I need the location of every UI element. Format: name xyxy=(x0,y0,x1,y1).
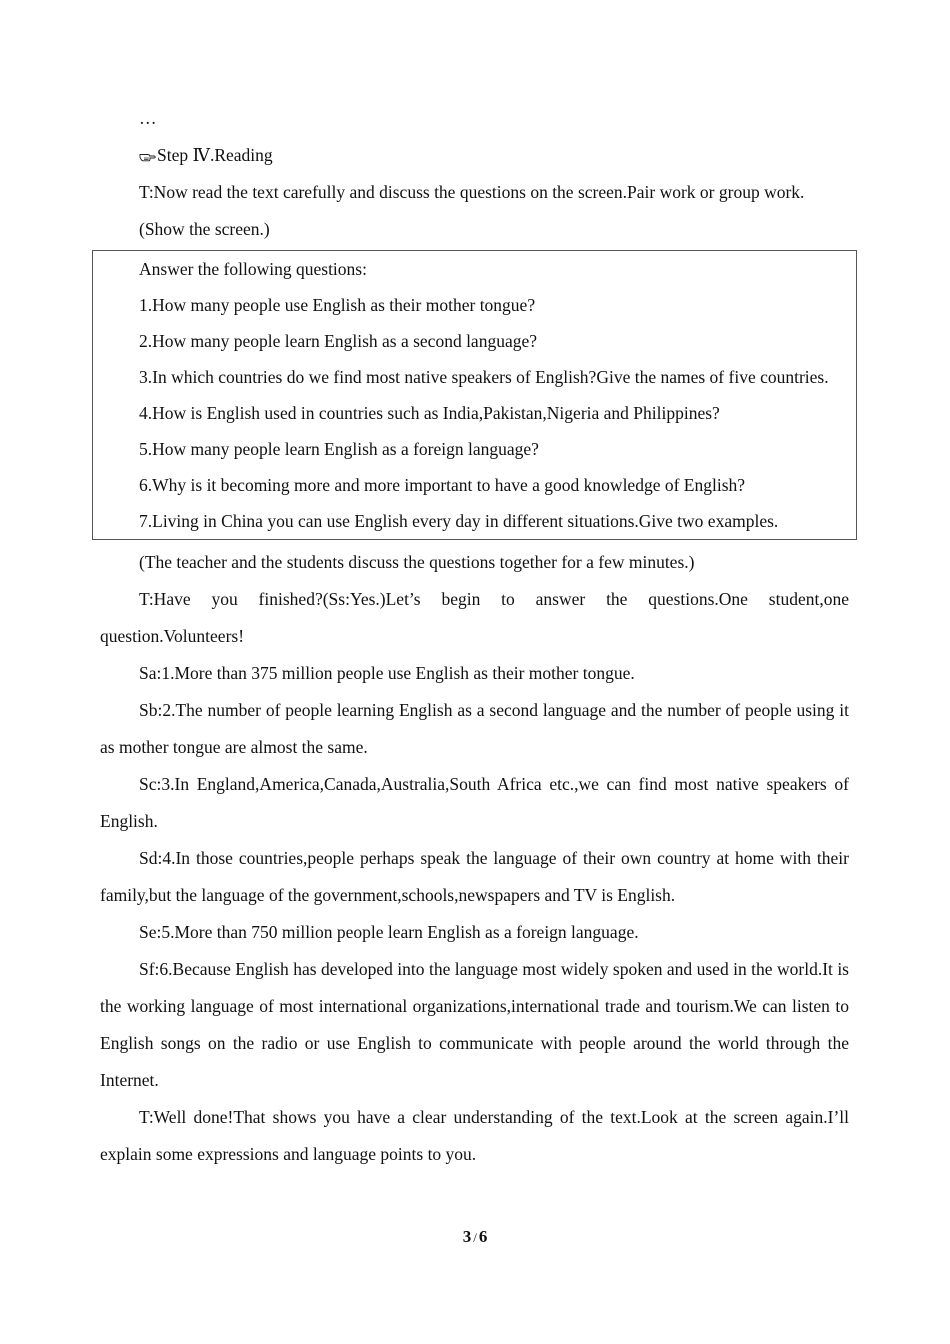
page-number xyxy=(0,1225,950,1250)
dialogue-line: Sa:1.More than 375 million people use English as their mother tongue. xyxy=(139,663,635,683)
question-item: 2.How many people learn English as a second language? xyxy=(139,331,537,351)
questions-heading: Answer the following questions: xyxy=(139,259,367,279)
current-page-number: 3 xyxy=(462,1227,472,1246)
ellipsis-line: … xyxy=(139,108,157,128)
question-item: 6.Why is it becoming more and more important to have a good knowledge of English? xyxy=(139,475,746,495)
pointing-hand-icon xyxy=(139,137,157,174)
dialogue-line: Se:5.More than 750 million people learn English as a foreign language. xyxy=(139,922,639,942)
question-item: 3.In which countries do we find most native speakers of English?Give the names of five countries. xyxy=(139,367,829,387)
page-separator: / xyxy=(473,1230,477,1245)
question-item: 5.How many people learn English as a foreign language? xyxy=(139,439,539,459)
questions-box xyxy=(92,250,857,540)
question-item: 4.How is English used in countries such as India,Pakistan,Nigeria and Philippines? xyxy=(139,403,720,423)
dialogue-line: Sc:3.In England,America,Canada,Australia,South Africa etc.,we can find most native speakers of English. xyxy=(100,774,849,831)
show-screen-note: (Show the screen.) xyxy=(139,219,270,239)
dialogue-line: T:Well done!That shows you have a clear understanding of the text.Look at the screen again.I’ll explain some expressions and language points to you. xyxy=(100,1107,849,1164)
question-item: 1.How many people use English as their mother tongue? xyxy=(139,295,536,315)
step-heading-text: Step Ⅳ.Reading xyxy=(157,145,273,165)
question-item: 7.Living in China you can use English every day in different situations.Give two examples. xyxy=(139,511,779,531)
dialogue-line: Sb:2.The number of people learning English as a second language and the number of people using it as mother tongue are almost the same. xyxy=(100,700,849,757)
dialogue-line: T:Have you finished?(Ss:Yes.)Let’s begin to answer the questions.One student,one question.Volunteers! xyxy=(100,589,849,646)
total-pages-number: 6 xyxy=(478,1227,488,1246)
dialogue-line: Sf:6.Because English has developed into the language most widely spoken and used in the world.It is the working language of most international organizations,international trade and tourism.We can listen to English songs on the radio or use English to communicate with people around the world through the Internet. xyxy=(100,959,849,1090)
document-body xyxy=(100,100,849,1173)
discussion-note: (The teacher and the students discuss the questions together for a few minutes.) xyxy=(139,552,695,572)
dialogue-line: Sd:4.In those countries,people perhaps speak the language of their own country at home with their family,but the language of the government,schools,newspapers and TV is English. xyxy=(100,848,849,905)
teacher-intro: T:Now read the text carefully and discuss the questions on the screen.Pair work or group work. xyxy=(139,182,805,202)
step-heading xyxy=(100,137,849,174)
